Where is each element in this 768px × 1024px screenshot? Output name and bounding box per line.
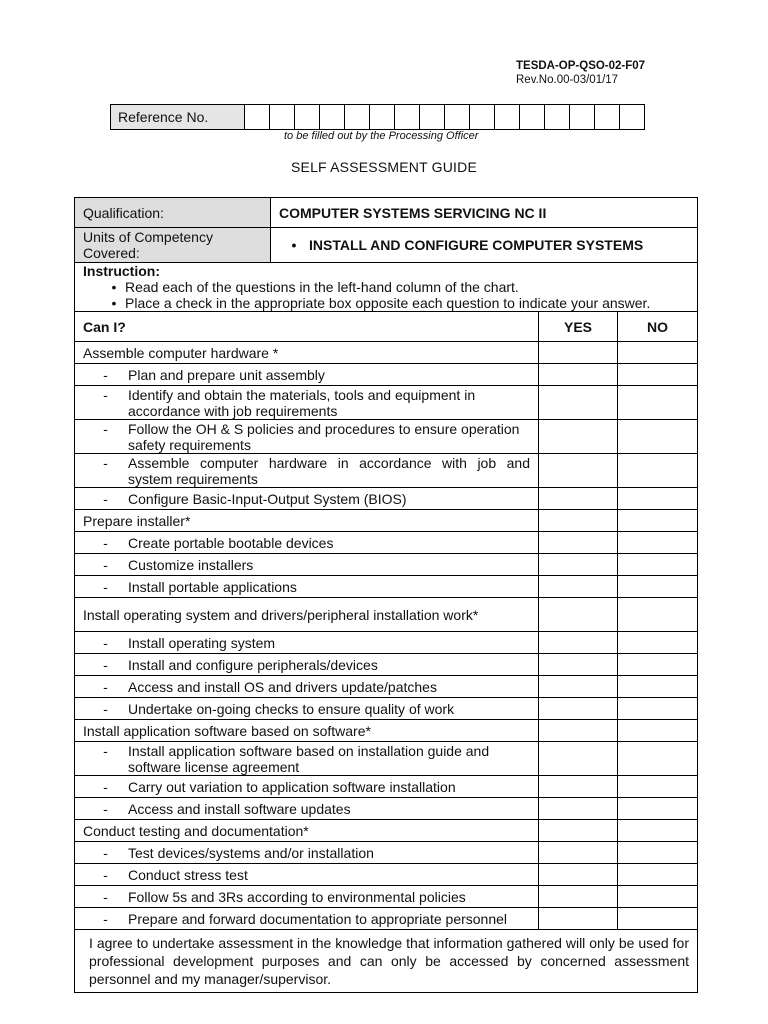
qualification-label: Qualification:	[75, 198, 271, 228]
instruction-title: Instruction:	[83, 263, 160, 279]
question-cell	[75, 864, 539, 886]
bullet-icon: •	[291, 237, 297, 253]
yes-checkbox-cell[interactable]	[539, 342, 618, 364]
checklist-row	[75, 386, 698, 420]
question-text: Prepare and forward documentation to appropriate personnel	[128, 910, 508, 927]
units-label: Units of Competency Covered:	[75, 228, 271, 263]
question-text: Install application software based on installation guide and software license agreement	[128, 742, 490, 775]
reference-digit-box[interactable]	[445, 105, 470, 130]
no-checkbox-cell[interactable]	[618, 720, 698, 742]
dash-marker: -	[103, 778, 108, 795]
reference-digit-box[interactable]	[620, 105, 645, 130]
dash-marker: -	[103, 556, 108, 573]
question-text: Access and install software updates	[128, 800, 351, 817]
yes-checkbox-cell[interactable]	[539, 454, 618, 488]
question-text: Follow 5s and 3Rs according to environmental policies	[128, 888, 466, 905]
dash-marker: -	[103, 490, 108, 507]
no-checkbox-cell[interactable]	[618, 386, 698, 420]
checklist-row	[75, 798, 698, 820]
checklist-row	[75, 364, 698, 386]
units-value-cell	[271, 228, 698, 263]
self-assessment-table	[74, 197, 698, 993]
reference-digit-box[interactable]	[595, 105, 620, 130]
dash-marker: -	[103, 678, 108, 695]
checklist-row	[75, 632, 698, 654]
units-value: INSTALL AND CONFIGURE COMPUTER SYSTEMS	[309, 237, 644, 253]
question-text: Install operating system	[128, 634, 276, 651]
yes-header: YES	[539, 312, 618, 342]
checklist-row	[75, 488, 698, 510]
question-cell	[75, 798, 539, 820]
question-cell	[75, 420, 539, 454]
no-checkbox-cell[interactable]	[618, 598, 698, 632]
dash-marker: -	[103, 742, 108, 759]
yes-checkbox-cell[interactable]	[539, 654, 618, 676]
no-checkbox-cell[interactable]	[618, 842, 698, 864]
yes-checkbox-cell[interactable]	[539, 798, 618, 820]
dash-marker: -	[103, 578, 108, 595]
checklist-row	[75, 576, 698, 598]
question-text: Follow the OH & S policies and procedures to ensure operation safety requirements	[128, 420, 520, 453]
dash-marker: -	[103, 386, 108, 403]
question-cell	[75, 676, 539, 698]
no-checkbox-cell[interactable]	[618, 742, 698, 776]
yes-checkbox-cell[interactable]	[539, 386, 618, 420]
question-text: Create portable bootable devices	[128, 534, 334, 551]
group-title: Install application software based on software*	[75, 720, 539, 742]
question-text: Plan and prepare unit assembly	[128, 366, 325, 383]
question-text: Assemble computer hardware in accordance with job and system requirements	[128, 454, 530, 487]
yes-checkbox-cell[interactable]	[539, 576, 618, 598]
dash-marker: -	[103, 656, 108, 673]
competency-group-row	[75, 598, 698, 632]
question-cell	[75, 654, 539, 676]
question-text: Customize installers	[128, 556, 254, 573]
qualification-value: COMPUTER SYSTEMS SERVICING NC II	[271, 198, 698, 228]
group-title: Conduct testing and documentation*	[75, 820, 539, 842]
yes-checkbox-cell[interactable]	[539, 864, 618, 886]
no-checkbox-cell[interactable]	[618, 654, 698, 676]
question-cell	[75, 532, 539, 554]
checklist-row	[75, 864, 698, 886]
reference-digit-box[interactable]	[270, 105, 295, 130]
yes-checkbox-cell[interactable]	[539, 554, 618, 576]
question-cell	[75, 842, 539, 864]
question-header: Can I?	[75, 312, 539, 342]
question-cell	[75, 454, 539, 488]
yes-checkbox-cell[interactable]	[539, 510, 618, 532]
instruction-cell	[75, 263, 698, 312]
yes-checkbox-cell[interactable]	[539, 776, 618, 798]
no-checkbox-cell[interactable]	[618, 554, 698, 576]
dash-marker: -	[103, 454, 108, 471]
no-checkbox-cell[interactable]	[618, 532, 698, 554]
instruction-item	[83, 295, 689, 311]
no-checkbox-cell[interactable]	[618, 632, 698, 654]
yes-checkbox-cell[interactable]	[539, 632, 618, 654]
reference-digit-box[interactable]	[295, 105, 320, 130]
reference-digit-box[interactable]	[570, 105, 595, 130]
question-text: Test devices/systems and/or installation	[128, 844, 374, 861]
dash-marker: -	[103, 888, 108, 905]
no-checkbox-cell[interactable]	[618, 510, 698, 532]
instruction-text: Place a check in the appropriate box opposite each question to indicate your answer.	[125, 295, 651, 311]
no-checkbox-cell[interactable]	[618, 908, 698, 930]
question-cell	[75, 886, 539, 908]
group-title: Install operating system and drivers/peripheral installation work*	[75, 598, 539, 632]
dash-marker: -	[103, 844, 108, 861]
reference-digit-box[interactable]	[345, 105, 370, 130]
checklist-row	[75, 886, 698, 908]
checklist-row	[75, 676, 698, 698]
no-checkbox-cell[interactable]	[618, 776, 698, 798]
question-cell	[75, 488, 539, 510]
question-text: Install portable applications	[128, 578, 297, 595]
agreement-statement: I agree to undertake assessment in the knowledge that information gathered will only be used for professional development purposes and can only be accessed by concerned assessment personnel and my manager/supervisor.	[75, 930, 698, 993]
question-cell	[75, 776, 539, 798]
competency-group-row	[75, 820, 698, 842]
checklist-row	[75, 454, 698, 488]
dash-marker: -	[103, 420, 108, 437]
reference-digit-box[interactable]	[545, 105, 570, 130]
yes-checkbox-cell[interactable]	[539, 842, 618, 864]
bullet-icon: •	[111, 295, 117, 311]
reference-digit-box[interactable]	[395, 105, 420, 130]
yes-checkbox-cell[interactable]	[539, 886, 618, 908]
instruction-item	[83, 279, 689, 295]
yes-checkbox-cell[interactable]	[539, 488, 618, 510]
yes-checkbox-cell[interactable]	[539, 676, 618, 698]
question-cell	[75, 386, 539, 420]
dash-marker: -	[103, 634, 108, 651]
dash-marker: -	[103, 366, 108, 383]
reference-digit-box[interactable]	[370, 105, 395, 130]
form-code: TESDA-OP-QSO-02-F07	[516, 60, 646, 72]
checklist-row	[75, 532, 698, 554]
no-checkbox-cell[interactable]	[618, 698, 698, 720]
question-cell	[75, 364, 539, 386]
yes-checkbox-cell[interactable]	[539, 698, 618, 720]
reference-digit-box[interactable]	[520, 105, 545, 130]
checklist-row	[75, 420, 698, 454]
instruction-text: Read each of the questions in the left-hand column of the chart.	[125, 279, 519, 295]
question-text: Configure Basic-Input-Output System (BIOS)	[128, 490, 407, 507]
dash-marker: -	[103, 910, 108, 927]
no-checkbox-cell[interactable]	[618, 676, 698, 698]
reference-digit-box[interactable]	[495, 105, 520, 130]
no-checkbox-cell[interactable]	[618, 364, 698, 386]
yes-checkbox-cell[interactable]	[539, 364, 618, 386]
yes-checkbox-cell[interactable]	[539, 532, 618, 554]
question-text: Carry out variation to application software installation	[128, 778, 456, 795]
reference-number-table	[110, 104, 645, 130]
checklist-row	[75, 698, 698, 720]
question-text: Access and install OS and drivers update/patches	[128, 678, 437, 695]
no-checkbox-cell[interactable]	[618, 488, 698, 510]
question-text: Identify and obtain the materials, tools and equipment in accordance with job requirements	[128, 386, 476, 419]
no-checkbox-cell[interactable]	[618, 576, 698, 598]
no-checkbox-cell[interactable]	[618, 420, 698, 454]
competency-group-row	[75, 342, 698, 364]
reference-digit-box[interactable]	[470, 105, 495, 130]
bullet-icon: •	[111, 279, 117, 295]
yes-checkbox-cell[interactable]	[539, 720, 618, 742]
reference-digit-box[interactable]	[420, 105, 445, 130]
reference-label: Reference No.	[111, 105, 245, 130]
revision-number: Rev.No.00-03/01/17	[516, 74, 619, 86]
checklist-row	[75, 554, 698, 576]
no-checkbox-cell[interactable]	[618, 342, 698, 364]
competency-group-row	[75, 510, 698, 532]
page-title: SELF ASSESSMENT GUIDE	[291, 159, 477, 175]
no-checkbox-cell[interactable]	[618, 886, 698, 908]
no-checkbox-cell[interactable]	[618, 454, 698, 488]
yes-checkbox-cell[interactable]	[539, 908, 618, 930]
yes-checkbox-cell[interactable]	[539, 820, 618, 842]
question-cell	[75, 698, 539, 720]
question-cell	[75, 576, 539, 598]
yes-checkbox-cell[interactable]	[539, 598, 618, 632]
reference-note: to be filled out by the Processing Officer	[284, 130, 479, 142]
no-checkbox-cell[interactable]	[618, 864, 698, 886]
dash-marker: -	[103, 700, 108, 717]
group-title: Assemble computer hardware *	[75, 342, 539, 364]
dash-marker: -	[103, 800, 108, 817]
checklist-row	[75, 908, 698, 930]
dash-marker: -	[103, 534, 108, 551]
reference-digit-box[interactable]	[245, 105, 270, 130]
checklist-row	[75, 742, 698, 776]
question-cell	[75, 632, 539, 654]
reference-digit-box[interactable]	[320, 105, 345, 130]
dash-marker: -	[103, 866, 108, 883]
question-text: Install and configure peripherals/devices	[128, 656, 378, 673]
question-text: Conduct stress test	[128, 866, 248, 883]
group-title: Prepare installer*	[75, 510, 539, 532]
no-checkbox-cell[interactable]	[618, 798, 698, 820]
competency-group-row	[75, 720, 698, 742]
question-cell	[75, 554, 539, 576]
question-cell	[75, 908, 539, 930]
checklist-row	[75, 776, 698, 798]
yes-checkbox-cell[interactable]	[539, 742, 618, 776]
question-cell	[75, 742, 539, 776]
checklist-row	[75, 842, 698, 864]
checklist-row	[75, 654, 698, 676]
yes-checkbox-cell[interactable]	[539, 420, 618, 454]
question-text: Undertake on-going checks to ensure quality of work	[128, 700, 455, 717]
no-checkbox-cell[interactable]	[618, 820, 698, 842]
no-header: NO	[618, 312, 698, 342]
